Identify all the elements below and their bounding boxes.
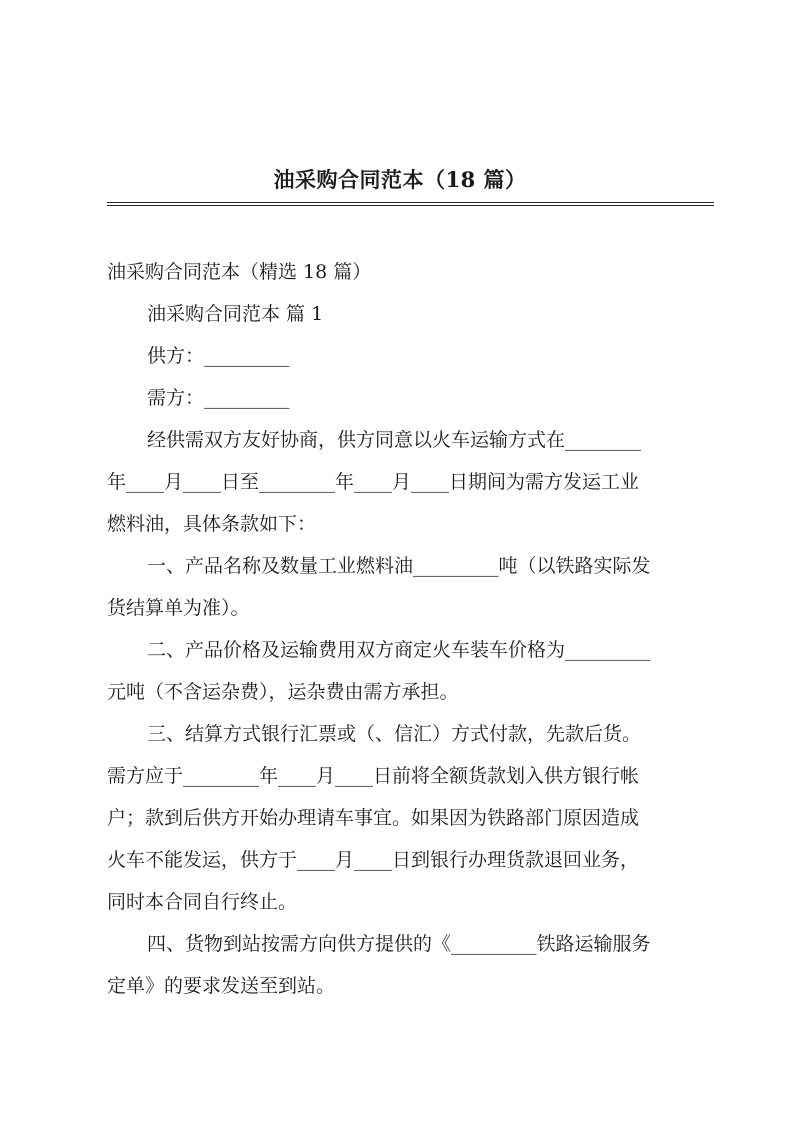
clause-1-line: 一、产品名称及数量工业燃料油_________吨（以铁路实际发 xyxy=(147,555,651,577)
clause-3-line: 户；款到后供方开始办理请车事宜。如果因为铁路部门原因造成 xyxy=(107,807,640,829)
title-rule-top xyxy=(107,202,714,203)
subtitle-line: 油采购合同范本（精选 18 篇） xyxy=(107,261,372,283)
clause-3-line: 同时本合同自行终止。 xyxy=(107,891,298,913)
document-title: 油采购合同范本（18 篇） xyxy=(273,167,527,192)
clause-4-line: 四、货物到站按需方向供方提供的《_________铁路运输服务 xyxy=(147,933,651,955)
paragraph-line: 燃料油，具体条款如下： xyxy=(107,513,317,535)
clause-3-line: 火车不能发运，供方于____月____日到银行办理货款退回业务， xyxy=(107,849,640,871)
clause-2-line: 二、产品价格及运输费用双方商定火车装车价格为_________ xyxy=(147,639,651,661)
buyer-field: 需方：_________ xyxy=(147,387,290,409)
clause-4-line: 定单》的要求发送至到站。 xyxy=(107,975,336,997)
clause-3-line: 三、结算方式银行汇票或（、信汇）方式付款，先款后货。 xyxy=(147,723,642,745)
clause-3-line: 需方应于________年____月____日前将全额货款划入供方银行帐 xyxy=(107,765,640,787)
paragraph-line: 年____月____日至________年____月____日期间为需方发运工业 xyxy=(107,471,640,493)
document-body xyxy=(107,251,714,1007)
section-heading: 油采购合同范本 篇 1 xyxy=(147,303,324,325)
clause-1-line: 货结算单为准）。 xyxy=(107,597,250,619)
title-rule-bottom xyxy=(107,205,714,206)
clause-2-line: 元吨（不含运杂费），运杂费由需方承担。 xyxy=(107,681,459,703)
paragraph-line: 经供需双方友好协商，供方同意以火车运输方式在________ xyxy=(147,429,642,451)
supplier-field: 供方：_________ xyxy=(147,345,290,367)
